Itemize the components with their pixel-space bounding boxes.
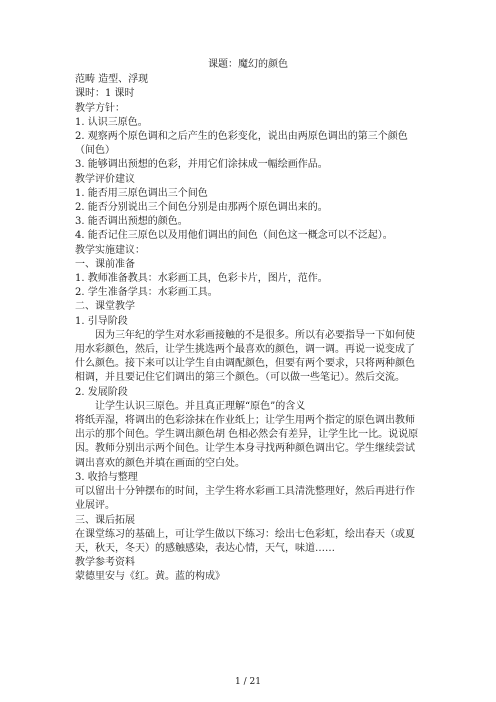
body-paragraph: 因为三年纪的学生对水彩画接触的不是很多。所以有必要指导一下如何使用水彩颜色，然后，让学生挑选两个最喜欢的颜色，调一调。再说一说变成了什么颜色。接下来可以让学生自由调配颜色，但要有两个要求，只将两种颜色相调，并且要记住它们调出的第三个颜色。（可以做一些笔记）。然后交流。 [75,329,415,384]
body-paragraph: 3. 能否调出预想的颜色。 [75,216,188,228]
body-paragraph: 课时：1 课时 [75,88,135,100]
body-paragraph: 二、课堂教学 [75,301,135,313]
body-paragraph: 在课堂练习的基础上，可让学生做以下练习：绘出七色彩虹，绘出春天（或夏天，秋天，冬天）的感触感染，表达心情，天气，味道…… [75,528,415,554]
page-number: 1 / 21 [235,677,261,687]
body-paragraph: 1. 能否用三原色调出三个间色 [75,187,208,199]
page-title: 课题：魔幻的颜色 [208,59,288,70]
body-paragraph: 教学方针： [75,102,125,114]
body-paragraph: 1. 引导阶段 [75,315,128,327]
body-paragraph: 3. 收拾与整理 [75,471,138,483]
body-paragraph: 教学参考资料 [75,557,135,569]
body-paragraph: 三、课后拓展 [75,514,135,526]
body-paragraph: 2. 观察两个原色调和之后产生的色彩变化，说出由两原色调出的第三个颜色（间色） [75,131,408,157]
body-paragraph: 1. 教师准备教具：水彩画工具，色彩卡片，图片，范作。 [75,273,328,285]
body-paragraph: 1. 认识三原色。 [75,116,148,128]
body-paragraph: 将纸弄湿，将调出的色彩涂抹在作业纸上；让学生用两个指定的原色调出教师出示的那个间色。学生调出颜色胡 色相必然会有差异，让学生比一比。说说原因。教师分别出示两个间色。让学生本身寻找两种颜色调出它。学生继续尝试调出喜欢的颜色并填在画面的空白处。 [75,415,419,469]
body-paragraph: 3. 能够调出预想的色彩，并用它们涂抹成一幅绘画作品。 [75,159,328,171]
body-paragraph: 2. 发展阶段 [75,386,128,398]
document-page [75,58,421,585]
document-body [75,73,421,584]
body-paragraph: 2. 能否分别说出三个间色分别是由那两个原色调出来的。 [75,202,328,214]
body-paragraph: 4. 能否记住三原色以及用他们调出的间色（间色这一概念可以不泛起）。 [75,230,393,242]
body-paragraph: 一、课前准备 [75,258,135,270]
body-paragraph: 让学生认识三原色。并且真正理解“原色”的含义 [95,400,306,412]
body-paragraph: 范畴 造型、浮现 [75,74,149,86]
body-paragraph: 2. 学生准备学具：水彩画工具。 [75,287,218,299]
body-paragraph: 可以留出十分钟摆布的时间，主学生将水彩画工具清洗整理好，然后再进行作业展评。 [75,486,415,512]
body-paragraph: 蒙德里安与《红。黄。蓝的构成》 [75,571,225,583]
body-paragraph: 教学实施建议： [75,244,145,256]
body-paragraph: 教学评价建议 [75,173,135,185]
